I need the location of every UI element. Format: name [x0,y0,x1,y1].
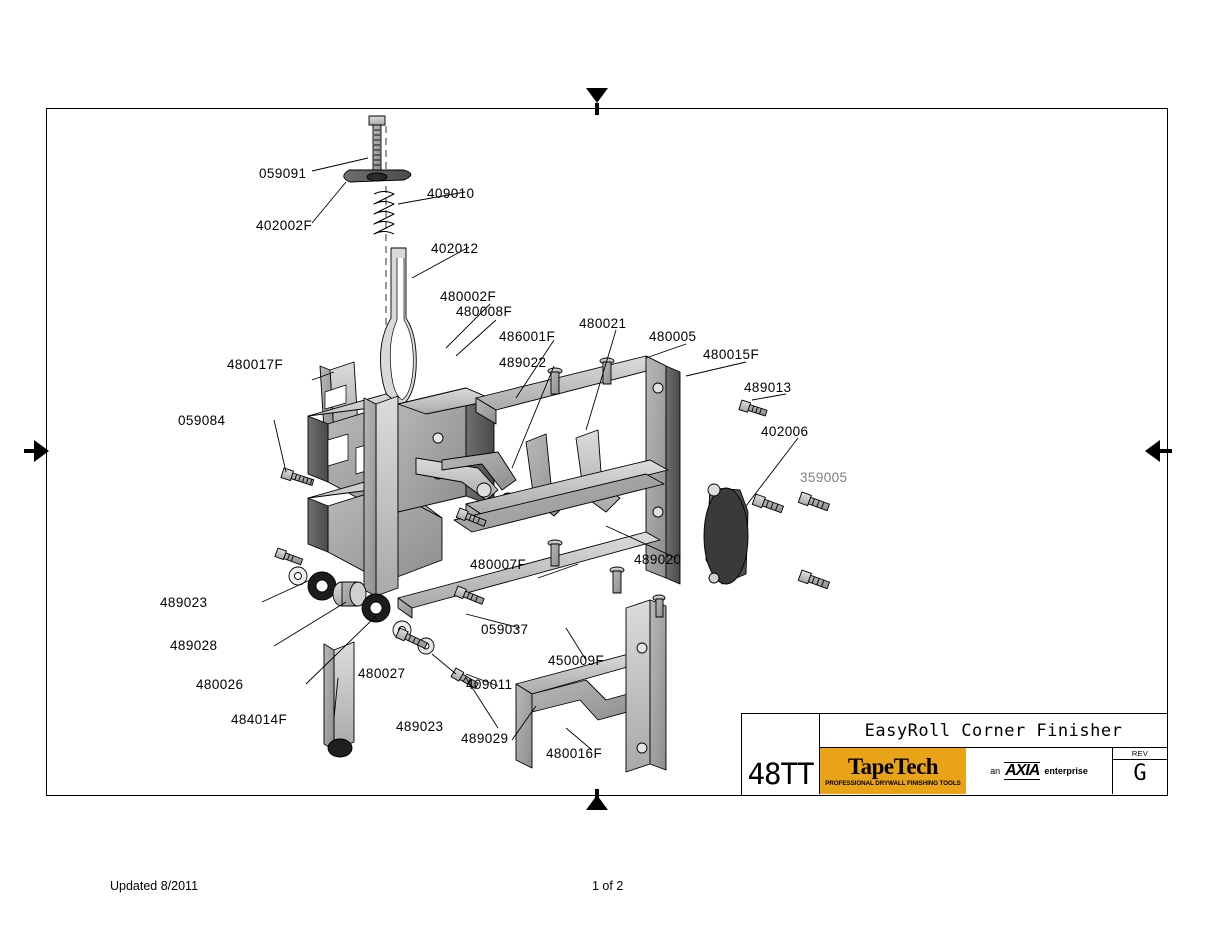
callout-402012: 402012 [431,241,479,256]
callout-489013: 489013 [744,380,792,395]
callout-480027: 480027 [358,666,406,681]
callout-480002F: 480002F [440,289,497,304]
callout-359005: 359005 [800,470,848,485]
drawing-title: EasyRoll Corner Finisher [864,720,1123,741]
tapetech-logo [820,748,966,794]
callout-489029: 489029 [461,731,509,746]
callout-059084: 059084 [178,413,226,428]
axia-logo [966,748,1112,794]
callout-402002F: 402002F [256,218,313,233]
arrow-stem-left [24,449,36,453]
callout-489020: 489020 [634,552,682,567]
axia-wordmark: AXIA [1005,761,1040,779]
callout-480015F: 480015F [703,347,760,362]
callout-059037: 059037 [481,622,529,637]
revision-cell [1112,748,1167,794]
arrow-down-icon [586,88,608,103]
callout-484014F: 484014F [231,712,288,727]
model-number-cell [742,714,820,794]
callout-486001F: 486001F [499,329,556,344]
drawing-title-cell [820,714,1167,748]
callout-480026: 480026 [196,677,244,692]
model-number: 48TT [747,757,814,791]
callout-489023-upper: 489023 [160,595,208,610]
callout-059091: 059091 [259,166,307,181]
callout-480017F: 480017F [227,357,284,372]
callout-480016F: 480016F [546,746,603,761]
callout-480008F: 480008F [456,304,513,319]
title-block [741,713,1168,796]
callout-480007F: 480007F [470,557,527,572]
revision-value: G [1133,761,1147,787]
callout-480005: 480005 [649,329,697,344]
callout-409011: 409011 [466,677,513,692]
footer-page: 1 of 2 [592,879,624,893]
axia-prefix: an [990,766,1001,776]
revision-divider [1113,759,1167,760]
callout-489023-lower: 489023 [396,719,444,734]
callout-480021: 480021 [579,316,627,331]
tapetech-tagline: PROFESSIONAL DRYWALL FINISHING TOOLS [825,779,961,787]
callout-489022: 489022 [499,355,547,370]
axia-suffix: enterprise [1044,766,1088,776]
exploded-assembly-diagram [46,108,1168,796]
tapetech-wordmark: TapeTech [847,753,939,779]
callout-409010: 409010 [427,186,475,201]
revision-label: REV [1131,749,1149,758]
callout-489028: 489028 [170,638,218,653]
callout-402006: 402006 [761,424,809,439]
callout-450009F: 450009F [548,653,605,668]
footer-updated: Updated 8/2011 [110,879,199,893]
